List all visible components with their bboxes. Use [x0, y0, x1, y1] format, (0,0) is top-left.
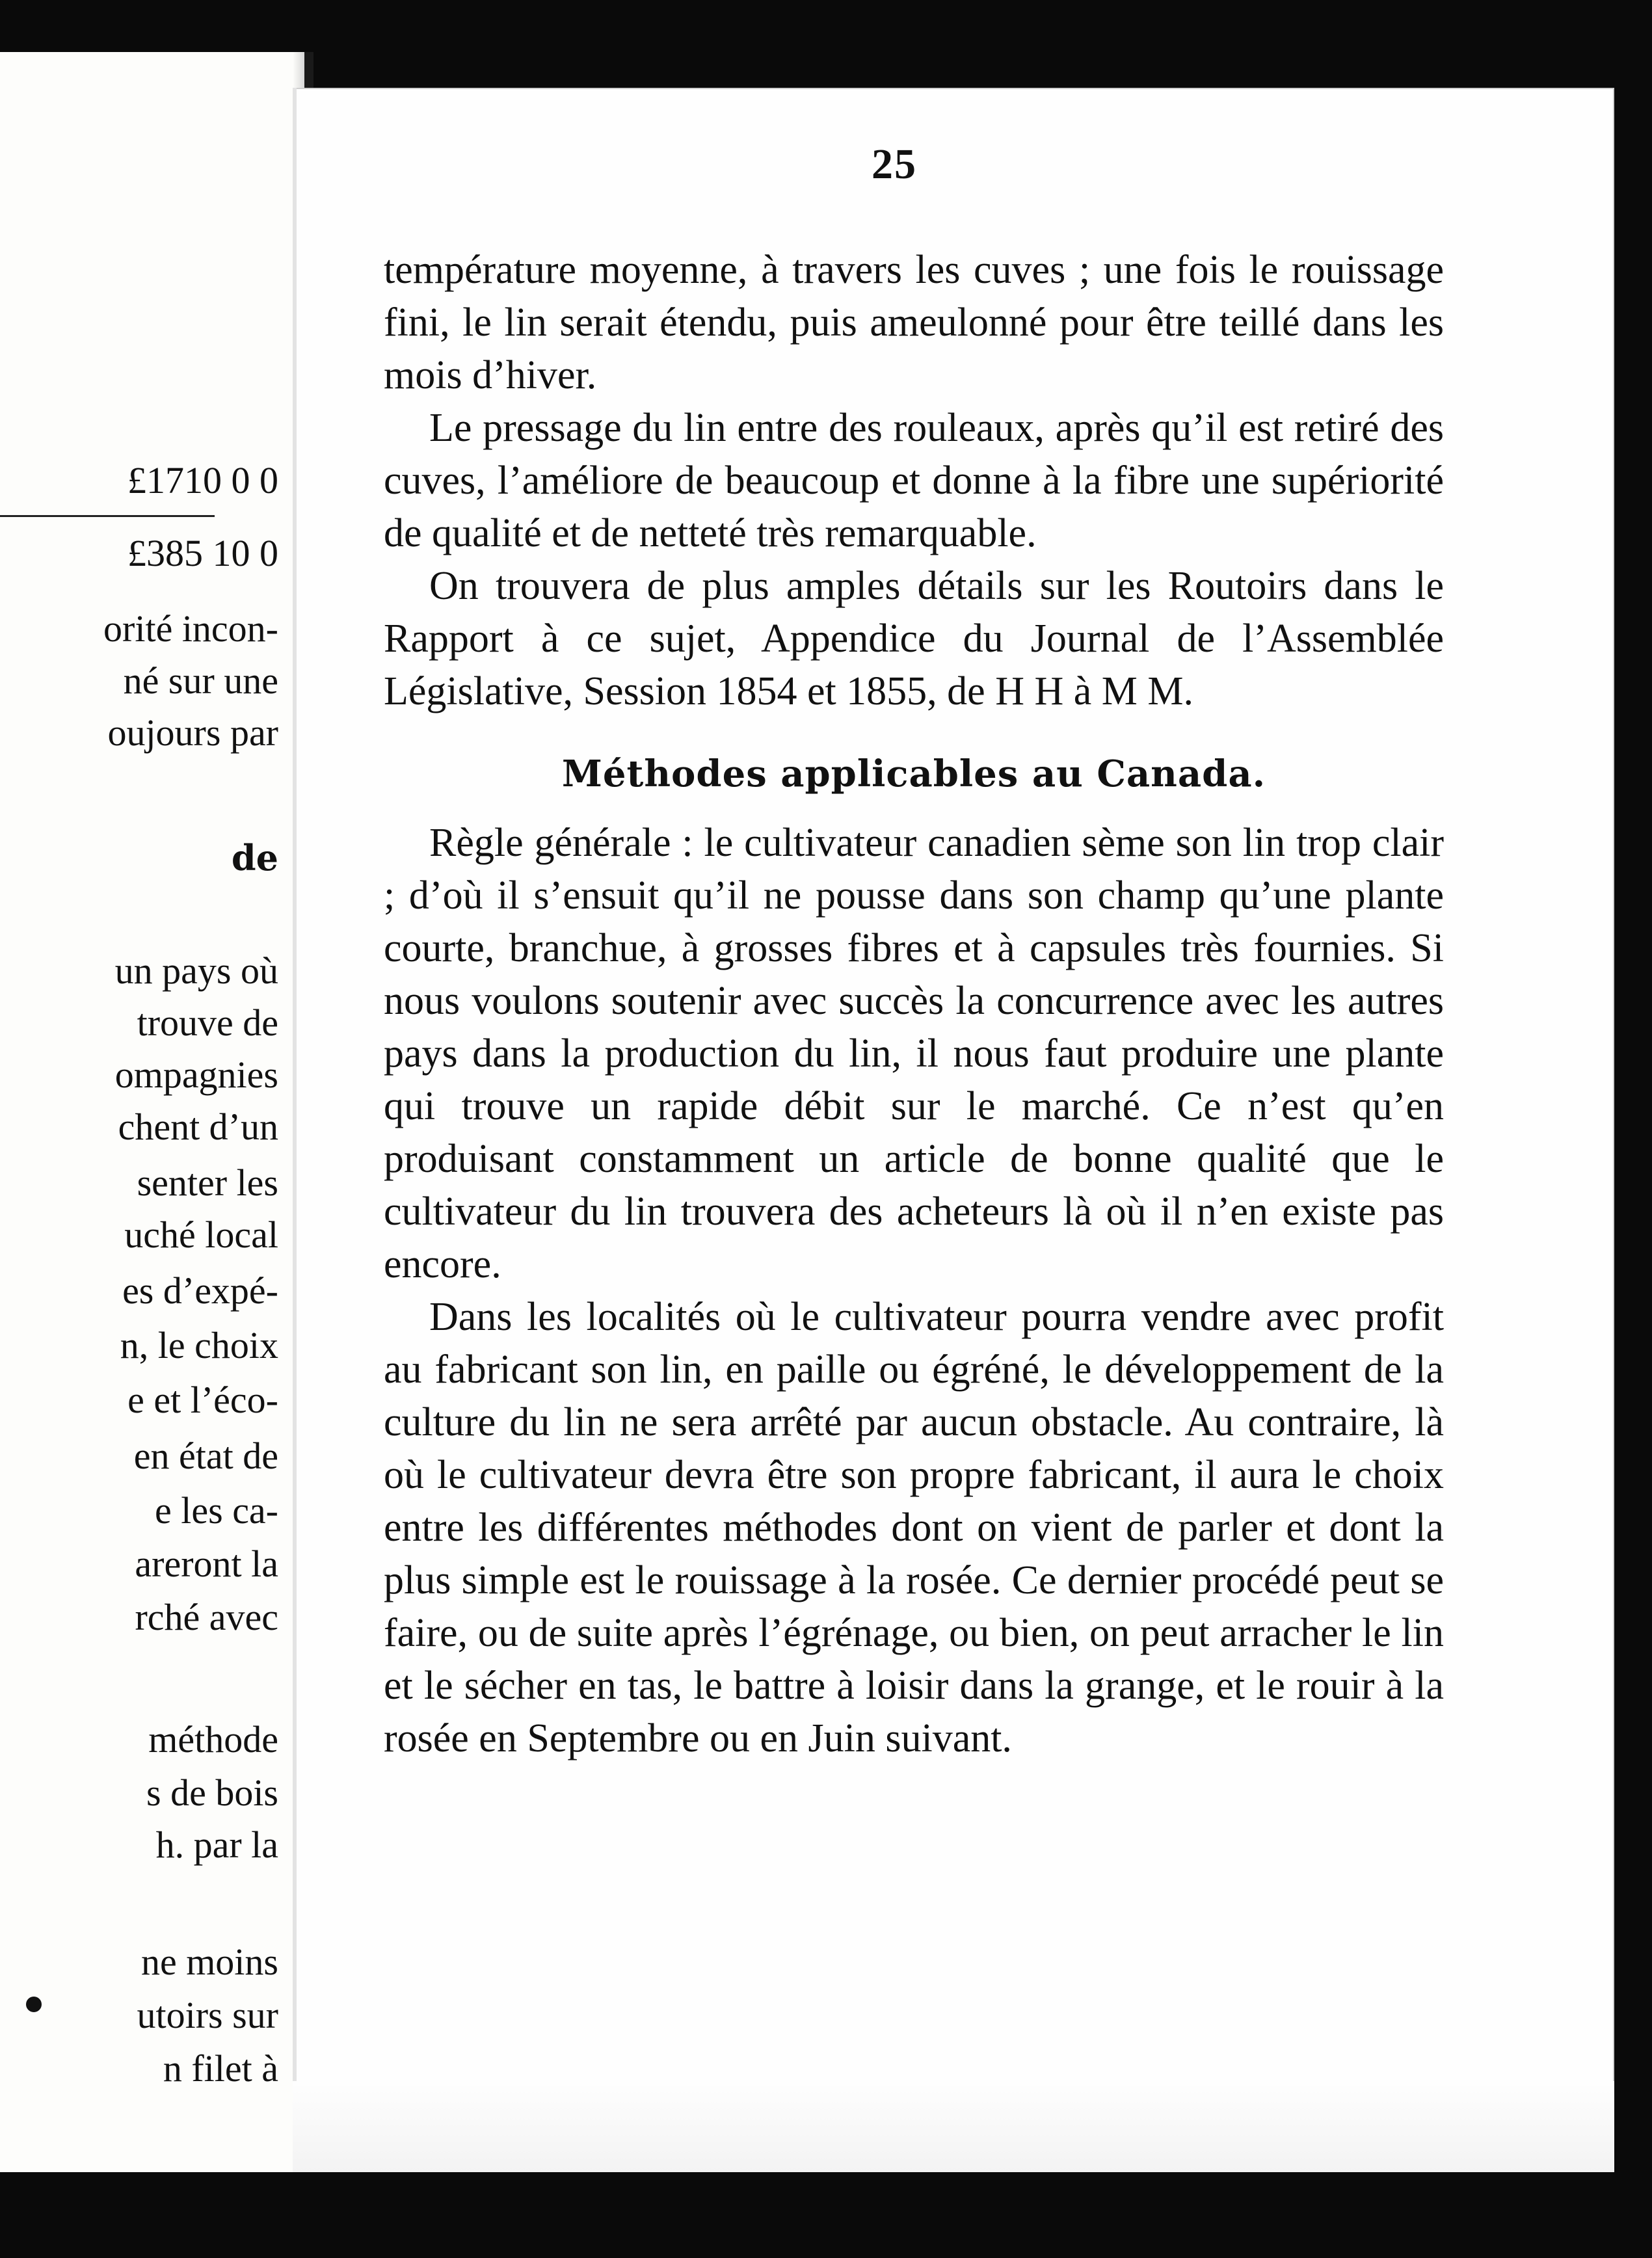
- left-page-rule: [0, 515, 215, 517]
- page-number: 25: [872, 140, 917, 188]
- left-page-line: ompagnies: [114, 1054, 278, 1096]
- left-page-line: oujours par: [107, 711, 278, 754]
- left-page-line: en état de: [133, 1435, 278, 1477]
- left-page-line: e et l’éco-: [127, 1379, 278, 1421]
- left-page-line: né sur une: [123, 659, 278, 702]
- page-body: [384, 244, 1444, 1765]
- left-page-line: de: [231, 837, 278, 879]
- left-page-line: h. par la: [155, 1824, 278, 1866]
- left-page-line: s de bois: [146, 1772, 278, 1814]
- paragraph: Le pressage du lin entre des rouleaux, après qu’il est retiré des cuves, l’améliore de beaucoup et donne à la fibre une supériorité de qualité et de netteté très remarquable.: [384, 406, 1444, 555]
- paragraph: Règle générale : le cultivateur canadien sème son lin trop clair ; d’où il s’ensuit qu’il ne pousse dans son champ qu’une plante courte, branchue, à grosses fibres et à capsules très fournies. Si nous voulons soutenir avec succès la concurrence avec les autres pays dans la production du lin, il nous faut produire une plante qui trouve un rapide débit sur le marché. Ce n’est qu’en produisant constamment un article de bonne qualité que le cultivateur du lin trouvera des acheteurs là où il n’en existe pas encore.: [384, 821, 1444, 1286]
- left-page-line: £1710 0 0: [127, 459, 278, 501]
- left-page-line: utoirs sur: [137, 1994, 278, 2036]
- current-page: [293, 88, 1614, 2172]
- paragraph: Dans les localités où le cultivateur pourra vendre avec profit au fabricant son lin, en paille ou égréné, le développement de la culture du lin ne sera arrêté par aucun obstacle. Au contraire, là où le cultivateur devra être son propre fabricant, il aura le choix entre les différentes méthodes dont on vient de parler et dont la plus simple est le rouissage à la rosée. Ce dernier procédé peut se faire, ou de suite après l’égrénage, ou bien, on peut arracher le lin et le sécher en tas, le battre à loisir dans la grange, et le rouir à la rosée en Septembre ou en Juin suivant.: [384, 1295, 1444, 1760]
- section-heading: Méthodes applicables au Canada.: [561, 752, 1266, 795]
- paragraph: On trouvera de plus amples détails sur les Routoirs dans le Rapport à ce sujet, Appendice du Journal de l’Assemblée Législative, Session 1854 et 1855, de H H à M M.: [384, 564, 1444, 713]
- left-page-line: es d’expé-: [122, 1269, 278, 1312]
- left-page-line: orité incon-: [103, 607, 278, 650]
- left-page-line: chent d’un: [118, 1106, 278, 1148]
- left-page-line: uché local: [124, 1214, 278, 1256]
- left-page-line: trouve de: [137, 1002, 278, 1044]
- left-page-line: rché avec: [135, 1596, 278, 1638]
- page-bottom-margin: [293, 2081, 1614, 2172]
- ink-blot: [26, 1997, 42, 2012]
- left-page-line: n filet à: [163, 2047, 278, 2090]
- left-page-line: méthode: [148, 1718, 278, 1760]
- left-page-line: un pays où: [114, 950, 278, 992]
- left-page-line: ne moins: [140, 1941, 278, 1983]
- left-page-line: e les ca-: [155, 1489, 278, 1532]
- page-edge: [293, 88, 297, 2172]
- left-page-line: n, le choix: [120, 1324, 278, 1366]
- left-page-line: senter les: [137, 1162, 278, 1204]
- paragraph: température moyenne, à travers les cuves ; une fois le rouissage fini, le lin serait étendu, puis ameulonné pour être teillé dans les mois d’hiver.: [384, 248, 1444, 397]
- left-page-line: areront la: [135, 1543, 278, 1585]
- previous-page-fragment: [0, 52, 304, 2172]
- left-page-line: £385 10 0: [127, 532, 278, 574]
